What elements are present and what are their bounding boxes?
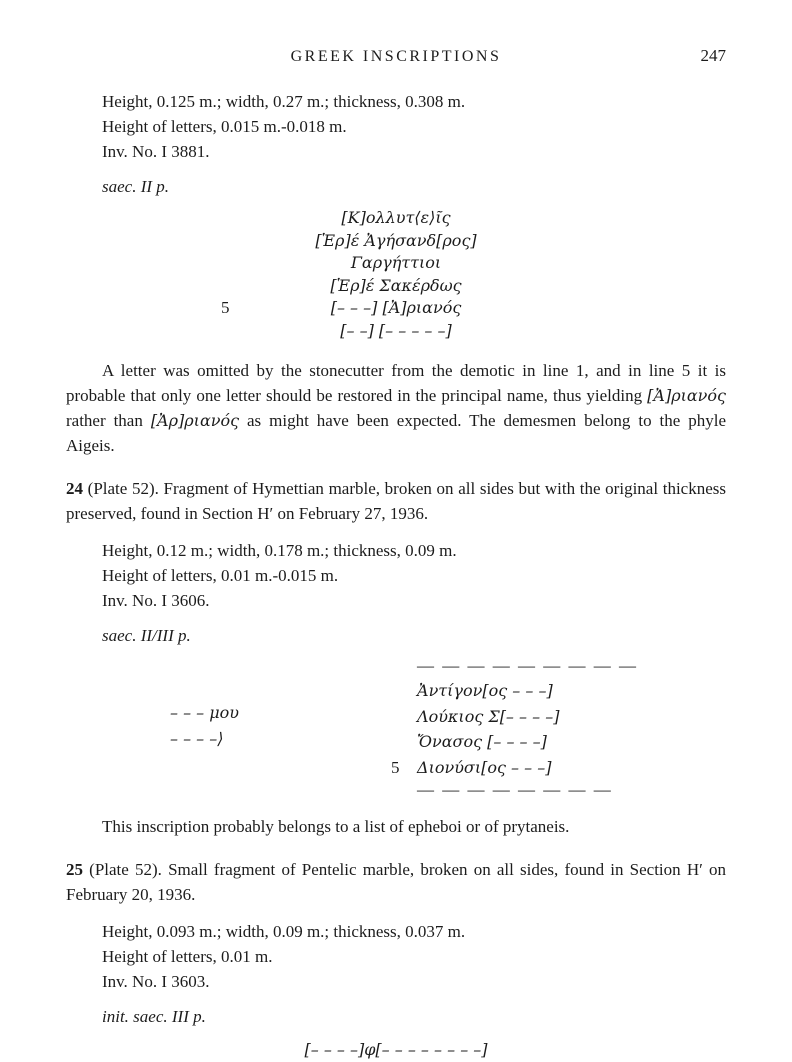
inscription-line: [391, 755, 638, 781]
entry-23: [66, 89, 726, 458]
inscription-line: [417, 704, 638, 730]
date-line: saec. II/III p.: [102, 626, 191, 645]
commentary-text: rather than: [66, 411, 151, 430]
measurements-25: [102, 919, 726, 994]
inscription-24-right-fragment: [391, 656, 639, 800]
greek-text: [– – –] [Ἀ]ριανός: [330, 298, 462, 317]
page-number: 247: [700, 46, 726, 65]
greek-text: Γαργήττιοι: [350, 253, 442, 272]
entry-heading-text: (Plate 52). Small fragment of Pentelic marble, broken on all sides, found in Section Η′ on February 20, 1936.: [66, 860, 726, 904]
greek-text: Ἀντίγον[ος – – –]: [417, 681, 553, 700]
entry-24: [66, 476, 726, 839]
greek-text: [Ἑρ]έ Ἀγήσανδ[ρος]: [315, 230, 477, 250]
inscription-24: [66, 656, 726, 800]
inscription-line: [221, 297, 521, 320]
greek-text: [– – – –]φ[– – – – – – – –]: [304, 1040, 488, 1059]
measurements-23: [102, 89, 726, 164]
entry-heading-25: [66, 857, 726, 907]
entry-number: 25: [66, 860, 83, 879]
inscription-24-left-fragment: [170, 700, 239, 800]
greek-text: [– –] [– – – – –]: [340, 320, 452, 340]
greek-text: [Κ]ολλυτ⟨ε⟩ῖς: [341, 208, 451, 227]
measurement-line: Height, 0.125 m.; width, 0.27 m.; thickness, 0.308 m.: [102, 92, 466, 111]
page-title: GREEK INSCRIPTIONS: [290, 48, 502, 65]
greek-text: [Ἀ]ριανός: [647, 386, 726, 405]
inscription-23: [221, 207, 521, 342]
inscription-25: [66, 1037, 726, 1062]
entry-heading-text: (Plate 52). Fragment of Hymettian marble, broken on all sides but with the original thickness preserved, found in Section Η′ on February 27, 1936.: [66, 479, 726, 523]
line-number: 5: [221, 298, 230, 317]
measurement-line: Height of letters, 0.01 m.: [102, 947, 273, 966]
measurement-line: Height, 0.093 m.; width, 0.09 m.; thickness, 0.037 m.: [102, 922, 466, 941]
inventory-number: Inv. No. I 3881.: [102, 142, 210, 161]
measurements-24: [102, 538, 726, 613]
inventory-number: Inv. No. I 3606.: [102, 591, 210, 610]
commentary-text: as might have been expected. The demesmen belong to the phyle Aigeis.: [66, 411, 726, 455]
measurement-line: Height of letters, 0.01 m.-0.015 m.: [102, 566, 339, 585]
inscription-line: [271, 320, 521, 343]
inventory-number: Inv. No. I 3603.: [102, 972, 210, 991]
commentary-24: This inscription probably belongs to a list of epheboi or of prytaneis.: [102, 817, 570, 836]
measurement-line: Height, 0.12 m.; width, 0.178 m.; thickness, 0.09 m.: [102, 541, 457, 560]
inscription-line: [271, 252, 521, 275]
commentary-text: A letter was omitted by the stonecutter from the demotic in line 1, and in line 5 it is probable that only one letter should be restored in the principal name, thus yielding: [66, 361, 726, 405]
date-line: init. saec. III p.: [102, 1007, 206, 1026]
inscription-line: [417, 729, 638, 755]
greek-text: Ὄνασος [– – – –]: [417, 732, 547, 751]
entry-25: [66, 857, 726, 1062]
greek-text: Λούκιος Σ[– – – –]: [417, 706, 560, 726]
inscription-line: [271, 275, 521, 298]
entry-heading-24: [66, 476, 726, 526]
inscription-line: [271, 207, 521, 230]
entry-number: 24: [66, 479, 83, 498]
greek-text: [Ἀρ]ριανός: [150, 411, 240, 430]
greek-text: – – – –⟩: [170, 729, 224, 748]
break-rule-top: — — — — — — — — —: [417, 656, 639, 675]
line-number: 5: [391, 757, 400, 777]
running-head: [66, 46, 726, 67]
date-line: saec. II p.: [102, 177, 170, 196]
break-rule-bottom: — — — — — — — —: [417, 780, 613, 799]
greek-text: [Ἑρ]έ Σακέρδως: [330, 275, 462, 295]
measurement-line: Height of letters, 0.015 m.-0.018 m.: [102, 117, 347, 136]
inscription-line: [271, 230, 521, 253]
commentary-23: [66, 358, 726, 458]
inscription-line: [417, 678, 638, 704]
greek-text: – – – μου: [170, 703, 240, 722]
greek-text: Διονύσι[ος – – –]: [417, 757, 552, 777]
